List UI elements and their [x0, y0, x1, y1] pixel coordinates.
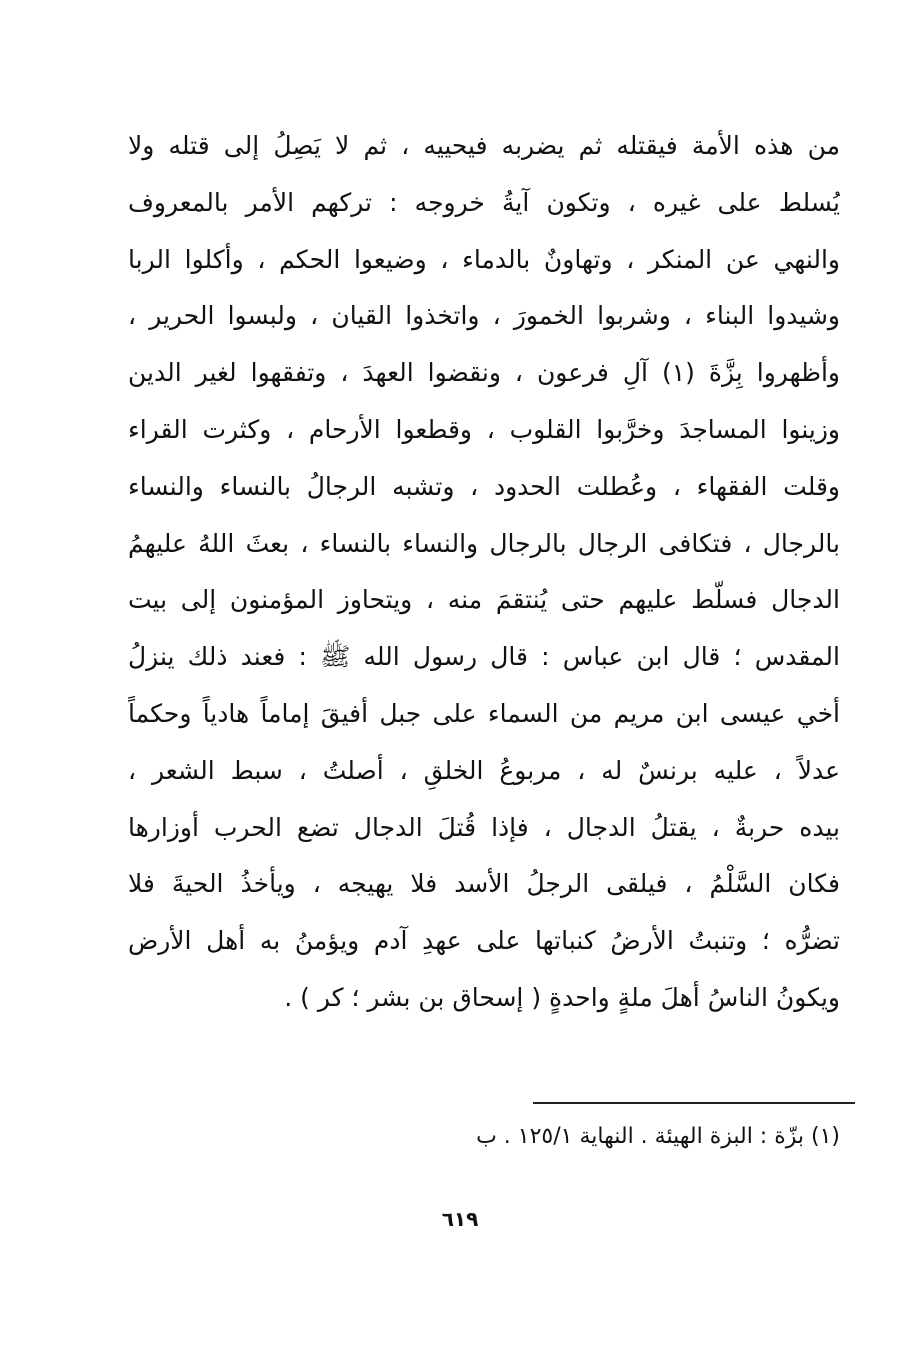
text-line: الدجال فسلّط عليهم حتى يُنتقمَ منه ، ويتحاوز المؤمنون إلى بيت [128, 585, 840, 615]
page-number: ٦١٩ [441, 1207, 479, 1231]
text-line: عدلاً ، عليه برنسٌ له ، مربوعُ الخلقِ ، أصلتُ ، سبط الشعر ، [128, 755, 840, 785]
text-line: وأظهروا بِزَّةَ (١) آلِ فرعون ، ونقضوا العهدَ ، وتفقهوا لغير الدين [128, 358, 840, 388]
text-line: ويكونُ الناسُ أهلَ ملةٍ واحدةٍ ( إسحاق بن بشر ؛ كر ) . [284, 982, 840, 1012]
body-text [128, 118, 840, 1027]
text-line: وشيدوا البناء ، وشربوا الخمورَ ، واتخذوا القيان ، ولبسوا الحرير ، [128, 301, 840, 331]
text-line: يُسلط على غيره ، وتكون آيةُ خروجه : تركهم الأمر بالمعروف [128, 187, 840, 217]
footnote-divider [533, 1102, 855, 1104]
text-line: والنهي عن المنكر ، وتهاونٌ بالدماء ، وضيعوا الحكم ، وأكلوا الربا [128, 244, 840, 274]
text-line: بالرجال ، فتكافى الرجال بالرجال والنساء بالنساء ، بعثَ اللهُ عليهمُ [128, 528, 840, 558]
footnote: (١) بزّة : البزة الهيئة . النهاية ١٢٥/١ . ب [476, 1124, 840, 1149]
text-line: بيده حربةٌ ، يقتلُ الدجال ، فإذا قُتلَ الدجال تضع الحرب أوزارها [128, 812, 840, 842]
text-line: تضرُّه ؛ وتنبتُ الأرضُ كنباتها على عهدِ آدم ويؤمنُ به أهل الأرض [128, 926, 840, 956]
text-line: من هذه الأمة فيقتله ثم يضربه فيحييه ، ثم لا يَصِلُ إلى قتله ولا [128, 131, 840, 160]
text-line: فكان السَّلْمُ ، فيلقى الرجلُ الأسد فلا يهيجه ، ويأخذُ الحيةَ فلا [128, 869, 840, 899]
text-line: وزينوا المساجدَ وخرَّبوا القلوب ، وقطعوا الأرحام ، وكثرت القراء [128, 414, 840, 444]
text-line: وقلت الفقهاء ، وعُطلت الحدود ، وتشبه الرجالُ بالنساء والنساء [128, 471, 840, 501]
text-line: أخي عيسى ابن مريم من السماء على جبل أفيقَ إماماً هادياً وحكماً [128, 698, 840, 728]
text-line: المقدس ؛ قال ابن عباس : قال رسول الله ﷺ : فعند ذلك ينزلُ [128, 642, 840, 672]
